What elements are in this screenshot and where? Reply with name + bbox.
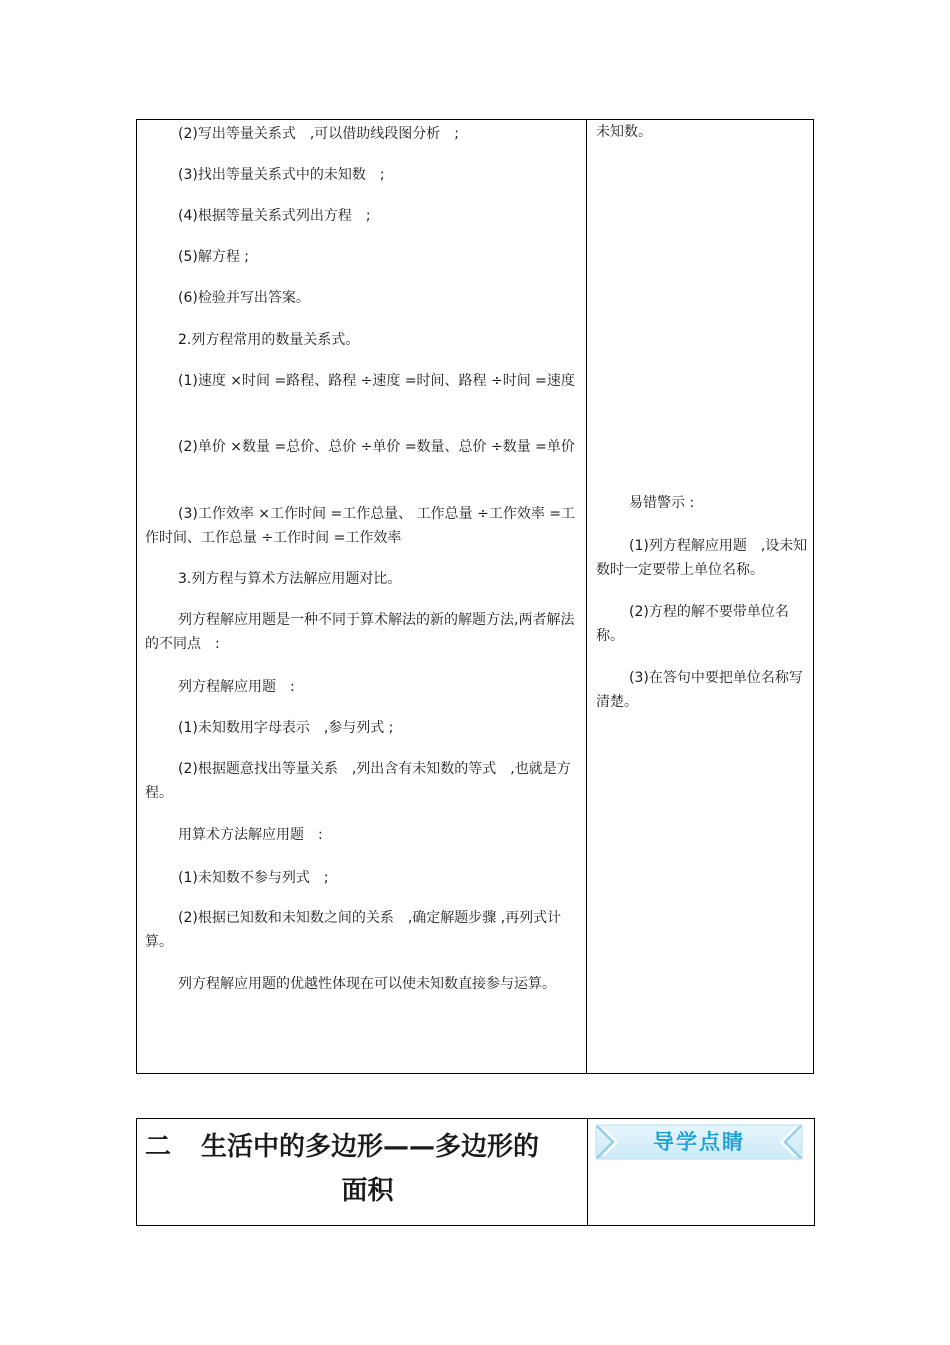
paragraph: (2)单价 ×数量 =总价、总价 ÷单价 =数量、总价 ÷数量 =单价 [178, 439, 575, 455]
paragraph: 用算术方法解应用题 : [178, 827, 323, 843]
warning-item: (2)方程的解不要带单位名称。 [596, 604, 789, 644]
warning-item: (3)在答句中要把单位名称写清楚。 [596, 670, 803, 710]
banner-text: 导学点睛 [653, 1130, 745, 1154]
paragraph: 列方程解应用题 : [178, 679, 295, 695]
section-title [145, 1125, 570, 1213]
paragraph: (2)根据已知数和未知数之间的关系 ,确定解题步骤 ,再列式计算。 [145, 910, 562, 950]
paragraph: (2)根据题意找出等量关系 ,列出含有未知数的等式 ,也就是方程。 [145, 761, 571, 801]
note-text: 未知数。 [596, 124, 652, 140]
guide-banner [595, 1124, 803, 1160]
paragraph: (4)根据等量关系式列出方程 ; [178, 208, 371, 224]
column-divider [587, 1119, 588, 1225]
section-number: 二 [145, 1132, 172, 1162]
paragraph: 2.列方程常用的数量关系式。 [178, 332, 360, 348]
section-header-table [136, 1118, 815, 1226]
paragraph: (1)未知数用字母表示 ,参与列式 ; [178, 720, 394, 736]
paragraph: 列方程解应用题的优越性体现在可以使未知数直接参与运算。 [178, 976, 556, 992]
paragraph: (6)检验并写出答案。 [178, 290, 310, 306]
paragraph: (5)解方程 ; [178, 249, 249, 265]
paragraph: (1)速度 ×时间 =路程、路程 ÷速度 =时间、路程 ÷时间 =速度 [178, 373, 575, 389]
warning-heading: 易错警示 : [629, 495, 695, 511]
paragraph: (3)找出等量关系式中的未知数 ; [178, 167, 385, 183]
column-divider [586, 120, 587, 1073]
section-title-line2: 面积 [341, 1176, 394, 1206]
paragraph: (3)工作效率 ×工作时间 =工作总量、 工作总量 ÷工作效率 =工作时间、工作总量 ÷工作时间 =工作效率 [145, 506, 576, 546]
section-title-line1: 生活中的多边形——多边形的 [201, 1132, 540, 1162]
content-table [136, 119, 814, 1074]
paragraph: 列方程解应用题是一种不同于算术解法的新的解题方法,两者解法的不同点 : [145, 612, 575, 652]
paragraph: 3.列方程与算术方法解应用题对比。 [178, 571, 402, 587]
warning-item: (1)列方程解应用题 ,设未知数时一定要带上单位名称。 [596, 538, 808, 578]
paragraph: (1)未知数不参与列式 ; [178, 870, 329, 886]
paragraph: (2)写出等量关系式 ,可以借助线段图分析 ; [178, 126, 459, 142]
